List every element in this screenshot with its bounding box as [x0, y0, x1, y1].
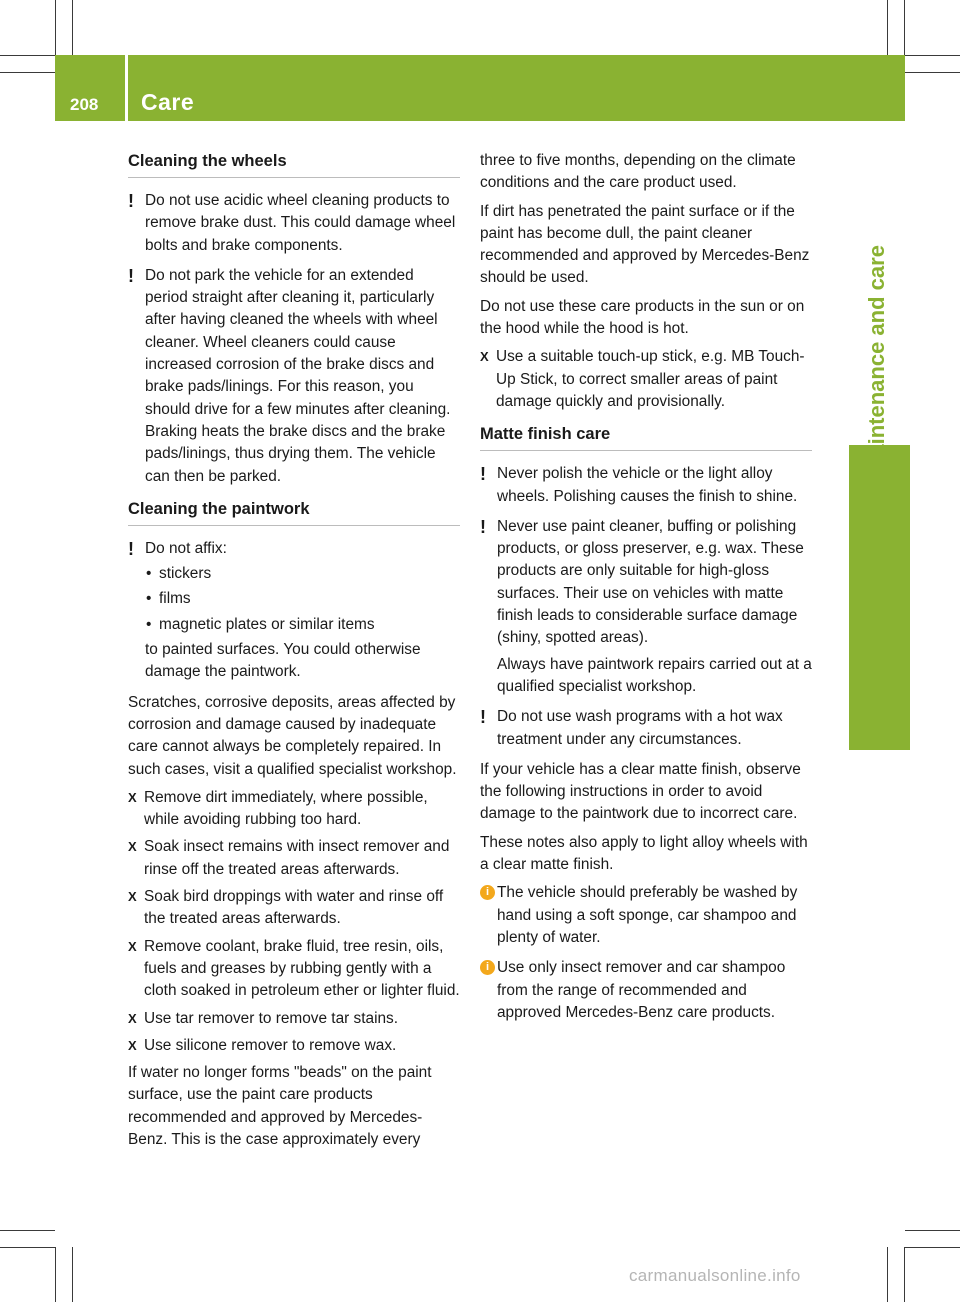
instruction-step	[128, 1008, 460, 1030]
list-item-text: magnetic plates or similar items	[159, 615, 375, 633]
crop-mark	[0, 55, 55, 56]
heading-cleaning-wheels: Cleaning the wheels	[128, 150, 460, 178]
crop-mark	[0, 72, 55, 73]
step-arrow-icon: X	[128, 1037, 137, 1053]
instruction-step	[128, 1035, 460, 1057]
crop-mark	[887, 1247, 888, 1302]
crop-mark	[905, 55, 960, 56]
page-number: 208	[70, 95, 99, 114]
warning-note	[480, 516, 812, 698]
note-text: Always have paintwork repairs carried out at a qualified specialist workshop.	[497, 655, 812, 695]
crop-mark	[905, 1247, 960, 1248]
crop-mark	[0, 1230, 55, 1231]
warning-icon: !	[480, 707, 486, 728]
note-text: Do not use acidic wheel cleaning products to remove brake dust. This could damage wheel bolts and brake components.	[145, 192, 456, 254]
warning-icon: !	[128, 191, 134, 211]
warning-icon: !	[480, 464, 486, 485]
note-text: Do not park the vehicle for an extended period straight after cleaning it, particularly after having cleaned the wheels with wheel cleaner. Wheel cleaners could cause increased corrosion of the brake discs and brake pads/linings. For this reason, you should drive for a few minutes after cleaning. Braking heats the brake discs and the brake pads/linings, thus drying them. The vehicle can then be parked.	[145, 266, 451, 485]
note-text: Use only insect remover and car shampoo from the range of recommended and approved Mercedes-Benz care products.	[497, 959, 786, 1021]
left-column	[128, 150, 460, 1157]
heading-cleaning-paintwork: Cleaning the paintwork	[128, 498, 460, 526]
instruction-step	[128, 787, 460, 832]
warning-note	[128, 190, 460, 257]
info-icon: i	[480, 885, 495, 900]
note-text: to painted surfaces. You could otherwise damage the paintwork.	[145, 641, 421, 681]
step-arrow-icon: X	[128, 889, 137, 905]
body-paragraph: If dirt has penetrated the paint surface or if the paint has become dull, the paint cleaner recommended and approved by Mercedes-Benz should be used.	[480, 202, 810, 287]
crop-mark	[904, 0, 905, 55]
chapter-tab	[849, 445, 910, 750]
header-divider	[125, 55, 128, 121]
step-text: Soak bird droppings with water and rinse off the treated areas afterwards.	[144, 888, 444, 928]
bullet-icon: •	[146, 615, 152, 633]
instruction-step	[128, 886, 460, 931]
body-paragraph: These notes also apply to light alloy wheels with a clear matte finish.	[480, 833, 808, 874]
step-text: Remove dirt immediately, where possible, while avoiding rubbing too hard.	[144, 788, 428, 829]
warning-icon: !	[128, 265, 134, 286]
crop-mark	[55, 0, 56, 55]
note-text: Never use paint cleaner, buffing or polishing products, or gloss preserver, e.g. wax. These products are only suitable for high-gloss surfaces. Their use on vehicles with matte finish leads to considerable surface damage (shiny, spotted areas).	[497, 517, 804, 647]
step-arrow-icon: X	[128, 789, 137, 805]
info-icon: i	[480, 960, 495, 975]
body-paragraph: three to five months, depending on the climate conditions and the care product used.	[480, 152, 796, 192]
crop-mark	[72, 1247, 73, 1302]
bullet-icon: •	[146, 565, 152, 583]
step-text: Use a suitable touch-up stick, e.g. MB Touch-Up Stick, to correct smaller areas of paint damage quickly and provisionally.	[496, 348, 805, 410]
crop-mark	[904, 1247, 905, 1302]
info-note	[480, 957, 812, 1024]
crop-mark	[887, 0, 888, 55]
step-arrow-icon: X	[128, 839, 137, 855]
note-text: Never polish the vehicle or the light alloy wheels. Polishing causes the finish to shine.	[497, 465, 798, 505]
list-item	[145, 563, 460, 585]
bullet-icon: •	[146, 590, 152, 608]
crop-mark	[905, 1230, 960, 1231]
step-arrow-icon: X	[128, 1010, 137, 1026]
step-text: Use silicone remover to remove wax.	[144, 1036, 397, 1054]
warning-icon: !	[480, 516, 486, 537]
step-text: Remove coolant, brake fluid, tree resin, oils, fuels and greases by rubbing gently with a cloth soaked in petroleum ether or lighter fluid.	[144, 937, 460, 1000]
note-text: Do not use wash programs with a hot wax treatment under any circumstances.	[497, 708, 783, 748]
crop-mark	[55, 1247, 56, 1302]
instruction-step	[480, 346, 812, 413]
right-column	[480, 150, 812, 1032]
heading-matte-finish: Matte finish care	[480, 423, 812, 451]
step-text: Use tar remover to remove tar stains.	[144, 1009, 399, 1027]
crop-mark	[905, 72, 960, 73]
crop-mark	[0, 1247, 55, 1248]
body-paragraph: If water no longer forms "beads" on the paint surface, use the paint care products recommended and approved by Mercedes-Benz. This is the case approximately every	[128, 1064, 432, 1148]
note-text: The vehicle should preferably be washed by hand using a soft sponge, car shampoo and plenty of water.	[497, 884, 798, 946]
section-title: Care	[141, 89, 195, 115]
body-paragraph: Do not use these care products in the sun or on the hood while the hood is hot.	[480, 297, 805, 338]
watermark: carmanualsonline.info	[629, 1266, 801, 1285]
warning-note	[480, 463, 812, 508]
chapter-label: Maintenance and care	[864, 245, 889, 475]
step-text: Soak insect remains with insect remover and rinse off the treated areas afterwards.	[144, 838, 450, 878]
note-text: Do not affix:	[145, 539, 227, 557]
instruction-step	[128, 936, 460, 1003]
warning-note	[128, 265, 460, 488]
warning-note	[480, 706, 812, 751]
list-item-text: films	[159, 590, 191, 608]
warning-note	[128, 538, 460, 684]
body-paragraph: Scratches, corrosive deposits, areas affected by corrosion and damage caused by inadequate care cannot always be completely repaired. In such cases, visit a qualified specialist workshop.	[128, 693, 457, 778]
info-note	[480, 882, 812, 949]
body-paragraph: If your vehicle has a clear matte finish, observe the following instructions in order to avoid damage to the paintwork due to incorrect care.	[480, 760, 801, 823]
crop-mark	[72, 0, 73, 55]
list-item-text: stickers	[159, 565, 212, 583]
warning-icon: !	[128, 538, 134, 559]
list-item	[145, 614, 460, 636]
step-arrow-icon: X	[128, 938, 137, 954]
instruction-step	[128, 836, 460, 881]
step-arrow-icon: X	[480, 349, 489, 365]
list-item	[145, 588, 460, 610]
